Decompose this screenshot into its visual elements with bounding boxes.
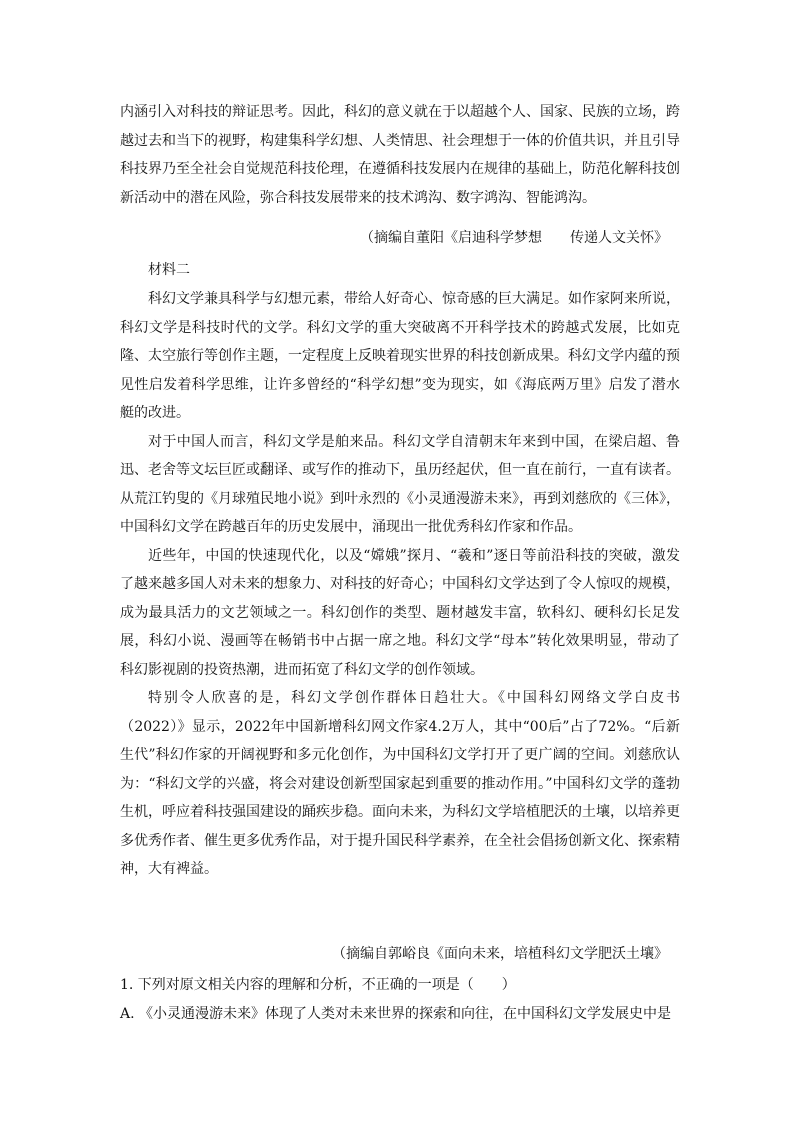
material-two-paragraph-1: 科幻文学兼具科学与幻想元素，带给人好奇心、惊奇感的巨大满足。如作家阿来所说，科幻文学是科技时代的文学。科幻文学的重大突破离不开科学技术的跨越式发展，比如克隆、太空旅行等创作主题，一定程度上反映着现实世界的科技创新成果。科幻文学内蕴的预见性启发着科学思维，让许多曾经的“科学幻想”变为现实，如《海底两万里》启发了潜水艇的改进。 [120,291,680,421]
material-two-source-line [120,940,680,969]
question-stem: 1. 下列对原文相关内容的理解和分析，不正确的一项是（ ） [120,977,516,993]
question-option-a: A. 《小灵通漫游未来》体现了人类对未来世界的探索和向往，在中国科幻文学发展史中是 [120,1005,672,1022]
material-one-source-line [120,224,680,253]
material-two-heading: 材料二 [148,262,190,278]
material-two-paragraph-2: 对于中国人而言，科幻文学是舶来品。科幻文学自清朝末年来到中国，在梁启超、鲁迅、老舍等文坛巨匠或翻译、或写作的推动下，虽历经起伏，但一直在前行，一直有读者。从荒江钓叟的《月球殖民地小说》到叶永烈的《小灵通漫游未来》，再到刘慈欣的《三体》，中国科幻文学在跨越百年的历史发展中，涌现出一批优秀科幻作家和作品。 [120,433,680,535]
material-one-source: （摘编自董阳《启迪科学梦想 传递人文关怀》 [360,230,668,246]
material-two-heading-line [120,256,680,285]
material-two-paragraph-4: 特别令人欣喜的是，科幻文学创作群体日趋壮大。《中国科幻网络文学白皮书（2022）》显示，2022年中国新增科幻网文作家4.2万人，其中“00后”占了72%。“后新生代”科幻作家的开阔视野和多元化创作，为中国科幻文学打开了更广阔的空间。刘慈欣认为：“科幻文学的兴盛，将会对建设创新型国家起到重要的推动作用。”中国科幻文学的蓬勃生机，呼应着科技强国建设的踊疾步稳。面向未来，为科幻文学培植肥沃的土壤，以培养更多优秀作者、催生更多优秀作品，对于提升国民科学素养，在全社会倡扬创新文化、探索精神，大有裨益。 [120,690,680,877]
material-two-source: （摘编自郭峪良《面向未来，培植科幻文学肥沃土壤》 [332,946,668,962]
material-one-end [120,98,680,212]
question-one [120,971,680,1028]
material-two-body [120,285,680,884]
material-two-paragraph-3: 近些年，中国的快速现代化，以及“嫦娥”探月、“羲和”逐日等前沿科技的突破，激发了越来越多国人对未来的想象力、对科技的好奇心；中国科幻文学达到了令人惊叹的规模，成为最具活力的文艺领域之一。科幻创作的类型、题材越发丰富，软科幻、硬科幻长足发展，科幻小说、漫画等在畅销书中占据一席之地。科幻文学“母本”转化效果明显，带动了科幻影视剧的投资热潮，进而拓宽了科幻文学的创作领域。 [120,547,680,678]
material-one-paragraph: 内涵引入对科技的辩证思考。因此，科幻的意义就在于以超越个人、国家、民族的立场，跨越过去和当下的视野，构建集科学幻想、人类情思、社会理想于一体的价值共识，并且引导科技界乃至全社会自觉规范科技伦理，在遵循科技发展内在规律的基础上，防范化解科技创新活动中的潜在风险，弥合科技发展带来的技术鸿沟、数字鸿沟、智能鸿沟。 [120,104,680,206]
